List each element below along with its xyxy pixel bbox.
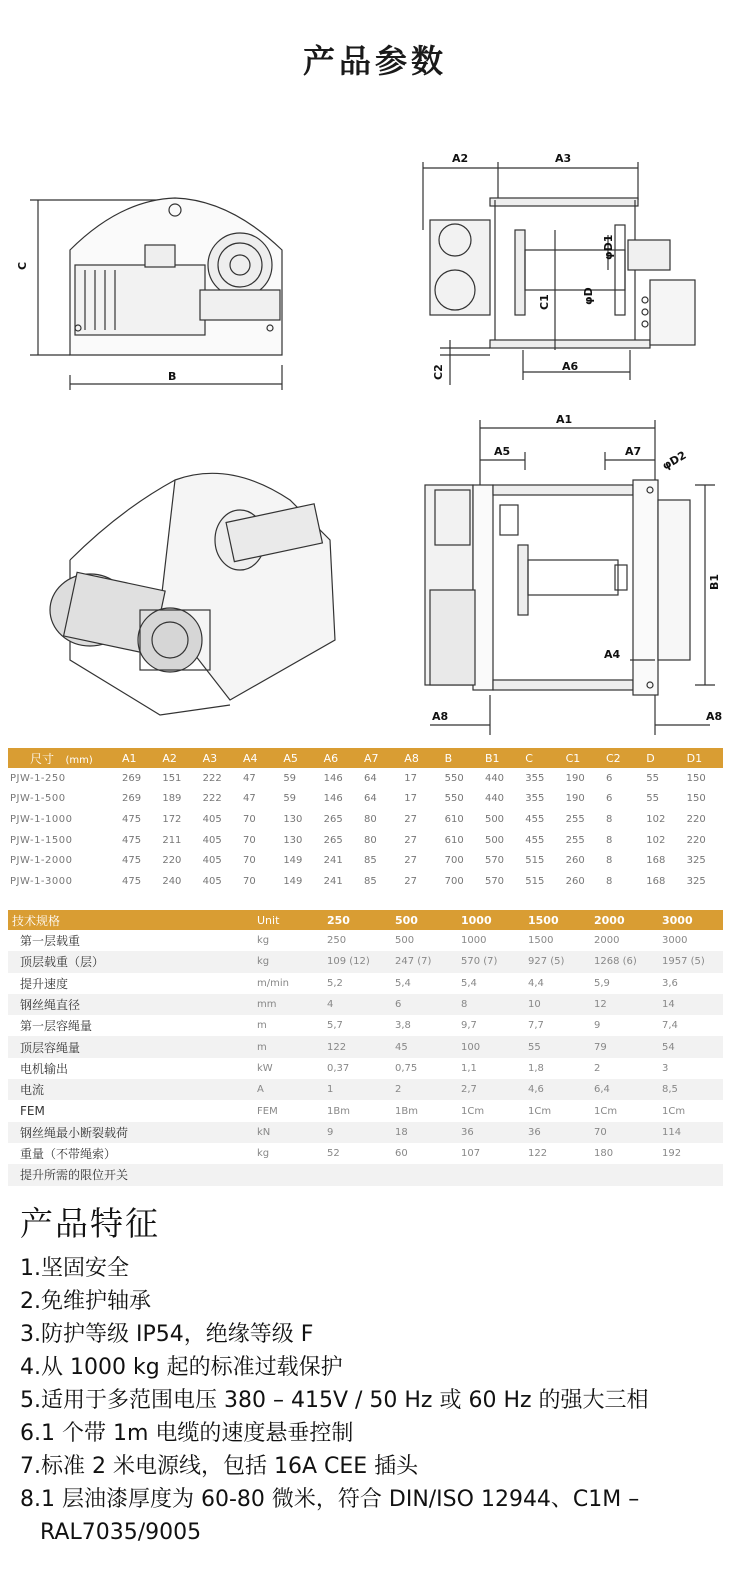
table-cell: 500 xyxy=(484,813,505,825)
table-cell xyxy=(590,1164,658,1185)
list-item: 8.1 层油漆厚度为 60-80 微米，符合 DIN/ISO 12944、C1M – xyxy=(20,1487,640,1512)
table-cell: 1268 (6) xyxy=(590,951,658,972)
table-cell: 64 xyxy=(363,793,377,805)
table-cell: 122 xyxy=(323,1036,391,1057)
label-b1: B1 xyxy=(708,573,721,590)
table-row xyxy=(8,1079,723,1100)
table-cell: 3,8 xyxy=(395,1020,411,1032)
table-cell: 269 xyxy=(122,772,142,784)
table-cell: 149 xyxy=(283,855,303,867)
table-cell: 1,8 xyxy=(528,1062,544,1074)
spec-name-cell: FEM xyxy=(20,1104,45,1119)
list-item: 3.防护等级 IP54，绝缘等级 F xyxy=(20,1322,314,1347)
table-cell: 255 xyxy=(565,834,585,846)
table-cell: 150 xyxy=(686,793,706,805)
table-cell: 4,4 xyxy=(528,977,544,989)
model-cell: PJW-1-1000 xyxy=(10,813,73,825)
spec-unit-cell: A xyxy=(253,1079,323,1100)
spec-name-cell: 钢丝绳直径 xyxy=(8,994,253,1015)
table-row xyxy=(8,1036,723,1057)
spec-header-cap: 1500 xyxy=(524,910,590,930)
table-row xyxy=(8,1122,723,1143)
label-d: φD xyxy=(582,287,595,305)
model-cell: PJW-1-250 xyxy=(10,772,66,784)
winch-drawings-svg xyxy=(0,140,750,740)
spec-header-title: 技术规格 xyxy=(8,910,253,930)
list-item: RAL7035/9005 xyxy=(40,1520,202,1545)
table-cell: 0,75 xyxy=(395,1062,418,1074)
spec-header-unit: Unit xyxy=(253,910,323,930)
table-cell: 1000 xyxy=(461,935,487,947)
table-cell: 180 xyxy=(594,1148,614,1160)
table-cell: 222 xyxy=(202,772,222,784)
label-a6: A6 xyxy=(562,360,579,373)
table-cell: 36 xyxy=(524,1122,590,1143)
table-cell: 220 xyxy=(686,813,706,825)
table-row xyxy=(8,809,723,830)
col-header: A1 xyxy=(118,748,158,768)
table-cell xyxy=(457,1164,524,1185)
table-cell: 9,7 xyxy=(461,1020,477,1032)
spec-unit-cell: kg xyxy=(257,1148,270,1160)
spec-unit-cell: m xyxy=(253,1036,323,1057)
table-cell: 5,4 xyxy=(395,977,411,989)
table-cell xyxy=(323,1164,391,1185)
table-cell: 1Bm xyxy=(395,1105,418,1117)
table-row xyxy=(8,1143,723,1164)
table-cell: 515 xyxy=(525,875,545,887)
table-cell: 1Bm xyxy=(327,1105,350,1117)
table-cell: 70 xyxy=(242,875,256,887)
list-item: 4.从 1000 kg 起的标准过载保护 xyxy=(20,1355,343,1380)
label-a3: A3 xyxy=(555,152,572,165)
col-header: B1 xyxy=(481,748,521,768)
table-cell: 114 xyxy=(658,1122,723,1143)
table-row xyxy=(8,1058,723,1079)
table-cell: 610 xyxy=(444,813,464,825)
table-cell: 122 xyxy=(528,1148,548,1160)
col-header: A6 xyxy=(320,748,360,768)
table-cell: 6,4 xyxy=(590,1079,658,1100)
table-cell: 70 xyxy=(242,855,256,867)
list-item: 6.1 个带 1m 电缆的速度悬垂控制 xyxy=(20,1421,354,1446)
spec-name-cell: 第一层载重 xyxy=(20,934,81,949)
model-cell: PJW-1-1500 xyxy=(10,834,73,846)
table-cell: 107 xyxy=(461,1148,481,1160)
table-cell: 47 xyxy=(242,793,256,805)
table-cell: 570 xyxy=(484,875,505,887)
table-cell: 80 xyxy=(363,834,377,846)
table-cell: 500 xyxy=(484,834,505,846)
table-cell: 85 xyxy=(363,875,377,887)
table-cell: 8 xyxy=(605,813,613,825)
table-cell: 475 xyxy=(122,855,142,867)
table-cell: 8 xyxy=(605,834,613,846)
table-cell: 475 xyxy=(122,875,142,887)
table-cell: 2000 xyxy=(594,935,620,947)
table-cell: 1Cm xyxy=(662,1105,686,1117)
table-cell: 211 xyxy=(162,834,182,846)
table-cell: 550 xyxy=(444,793,464,805)
col-header: C2 xyxy=(602,748,642,768)
label-a7: A7 xyxy=(625,445,642,458)
table-row xyxy=(8,951,723,972)
table-cell: 8 xyxy=(605,855,613,867)
table-row xyxy=(8,994,723,1015)
spec-header-row xyxy=(8,910,723,930)
col-header: C1 xyxy=(562,748,602,768)
table-cell xyxy=(524,1164,590,1185)
table-cell: 355 xyxy=(525,793,545,805)
spec-header-cap: 3000 xyxy=(658,910,723,930)
spec-name-cell: 提升速度 xyxy=(20,976,69,991)
label-a8-right: A8 xyxy=(706,710,723,723)
table-cell: 570 (7) xyxy=(457,951,524,972)
table-cell: 85 xyxy=(363,855,377,867)
label-a4: A4 xyxy=(604,648,621,661)
table-cell: 100 xyxy=(457,1036,524,1057)
table-cell: 927 (5) xyxy=(524,951,590,972)
table-cell xyxy=(391,1164,457,1185)
spec-header-cap: 250 xyxy=(323,910,391,930)
table-cell: 269 xyxy=(122,793,142,805)
table-row xyxy=(8,871,723,892)
table-cell: 190 xyxy=(565,793,585,805)
table-cell: 255 xyxy=(565,813,585,825)
col-header: A7 xyxy=(360,748,400,768)
list-item: 2.免维护轴承 xyxy=(20,1289,151,1314)
table-cell: 700 xyxy=(444,875,464,887)
table-cell: 60 xyxy=(395,1148,408,1160)
label-c2: C2 xyxy=(432,364,445,380)
table-cell: 355 xyxy=(525,772,545,784)
label-a8-left: A8 xyxy=(432,710,449,723)
table-cell: 17 xyxy=(404,793,418,805)
table-cell: 36 xyxy=(457,1122,524,1143)
table-cell: 18 xyxy=(391,1122,457,1143)
label-d2: φD2 xyxy=(660,448,689,473)
table-cell: 550 xyxy=(444,772,464,784)
table-cell: 1500 xyxy=(528,935,554,947)
table-cell: 55 xyxy=(646,793,659,805)
col-header: B xyxy=(441,748,481,768)
table-cell: 10 xyxy=(524,994,590,1015)
spec-name-cell: 钢丝绳最小断裂载荷 xyxy=(8,1122,253,1143)
table-cell: 55 xyxy=(646,772,659,784)
table-cell: 54 xyxy=(658,1036,723,1057)
table-cell: 4,6 xyxy=(524,1079,590,1100)
table-cell: 1Cm xyxy=(528,1105,552,1117)
table-cell: 440 xyxy=(484,793,505,805)
table-cell: 79 xyxy=(590,1036,658,1057)
table-cell: 12 xyxy=(590,994,658,1015)
table-cell: 515 xyxy=(525,855,545,867)
table-cell: 17 xyxy=(404,772,418,784)
technical-drawings xyxy=(0,140,750,740)
spec-table-container xyxy=(8,910,723,1183)
table-cell: 265 xyxy=(323,813,343,825)
spec-name-cell: 电机输出 xyxy=(20,1061,69,1076)
table-cell: 27 xyxy=(404,875,418,887)
table-cell: 240 xyxy=(162,875,182,887)
table-cell: 247 (7) xyxy=(391,951,457,972)
table-cell: 2,7 xyxy=(457,1079,524,1100)
table-cell: 172 xyxy=(162,813,182,825)
spec-unit-cell: kW xyxy=(257,1062,273,1074)
col-header: A5 xyxy=(279,748,319,768)
table-row xyxy=(8,1164,723,1185)
table-cell: 7,7 xyxy=(528,1020,544,1032)
isometric-view-drawing xyxy=(50,473,335,715)
table-cell: 189 xyxy=(162,793,182,805)
table-cell: 6 xyxy=(605,772,613,784)
table-cell: 146 xyxy=(323,793,343,805)
spec-unit-cell: kg xyxy=(253,951,323,972)
table-cell: 64 xyxy=(363,772,377,784)
table-cell: 700 xyxy=(444,855,464,867)
table-cell: 4 xyxy=(323,994,391,1015)
features-title: 产品特征 xyxy=(20,1204,160,1243)
table-cell: 5,9 xyxy=(594,977,610,989)
table-cell: 59 xyxy=(283,772,297,784)
model-cell: PJW-1-2000 xyxy=(10,855,73,867)
table-cell: 260 xyxy=(565,855,585,867)
table-cell: 475 xyxy=(122,834,142,846)
col-header: A3 xyxy=(199,748,239,768)
col-header: D xyxy=(642,748,682,768)
table-cell: 109 (12) xyxy=(323,951,391,972)
table-cell: 250 xyxy=(327,935,347,947)
label-c1: C1 xyxy=(538,294,551,310)
table-cell: 5,2 xyxy=(327,977,343,989)
table-cell: 80 xyxy=(363,813,377,825)
table-cell: 405 xyxy=(202,834,222,846)
table-cell: 168 xyxy=(646,855,666,867)
table-cell xyxy=(658,1164,723,1185)
table-cell: 1957 (5) xyxy=(658,951,723,972)
table-cell: 3000 xyxy=(662,935,688,947)
table-row xyxy=(8,789,723,810)
table-row xyxy=(8,830,723,851)
table-cell: 130 xyxy=(283,834,303,846)
spec-unit-cell: m xyxy=(257,1020,267,1032)
dimension-header-row xyxy=(8,748,723,768)
dimension-table xyxy=(8,748,723,892)
table-cell: 1 xyxy=(323,1079,391,1100)
table-cell: 222 xyxy=(202,793,222,805)
table-cell: 241 xyxy=(323,855,343,867)
table-cell: 55 xyxy=(524,1036,590,1057)
spec-table-body xyxy=(8,930,723,1186)
table-cell: 7,4 xyxy=(662,1020,678,1032)
table-cell: 192 xyxy=(662,1148,682,1160)
table-cell: 325 xyxy=(686,855,706,867)
spec-unit-cell: FEM xyxy=(257,1105,278,1117)
table-cell: 405 xyxy=(202,855,222,867)
table-cell: 570 xyxy=(484,855,505,867)
table-cell: 149 xyxy=(283,875,303,887)
table-row xyxy=(8,930,723,951)
table-cell: 1Cm xyxy=(594,1105,618,1117)
table-cell: 59 xyxy=(283,793,297,805)
spec-name-cell: 顶层载重（层） xyxy=(8,951,253,972)
table-cell: 27 xyxy=(404,855,418,867)
table-row xyxy=(8,973,723,994)
table-cell: 455 xyxy=(525,834,545,846)
features-list xyxy=(20,1252,750,1549)
table-cell: 220 xyxy=(686,834,706,846)
table-cell: 5,7 xyxy=(327,1020,343,1032)
table-cell: 405 xyxy=(202,875,222,887)
table-cell: 151 xyxy=(162,772,182,784)
spec-name-cell: 电流 xyxy=(8,1079,253,1100)
table-cell: 6 xyxy=(391,994,457,1015)
table-cell: 265 xyxy=(323,834,343,846)
table-cell: 0,37 xyxy=(327,1062,350,1074)
table-cell: 500 xyxy=(395,935,415,947)
table-cell: 1Cm xyxy=(461,1105,485,1117)
col-header: A4 xyxy=(239,748,279,768)
table-cell: 27 xyxy=(404,834,418,846)
spec-unit-cell xyxy=(253,1164,323,1185)
table-cell: 610 xyxy=(444,834,464,846)
table-cell: 9 xyxy=(594,1020,601,1032)
spec-name-cell: 提升所需的限位开关 xyxy=(8,1164,253,1185)
dimension-table-body xyxy=(8,768,723,892)
spec-header-cap: 2000 xyxy=(590,910,658,930)
table-cell: 9 xyxy=(323,1122,391,1143)
table-cell: 405 xyxy=(202,813,222,825)
table-cell: 27 xyxy=(404,813,418,825)
table-cell: 3,6 xyxy=(662,977,678,989)
spec-unit-cell: kN xyxy=(253,1122,323,1143)
table-cell: 325 xyxy=(686,875,706,887)
table-cell: 14 xyxy=(658,994,723,1015)
table-cell: 8 xyxy=(605,875,613,887)
table-cell: 70 xyxy=(242,813,256,825)
table-cell: 8,5 xyxy=(658,1079,723,1100)
table-cell: 220 xyxy=(162,855,182,867)
table-cell: 6 xyxy=(605,793,613,805)
table-row xyxy=(8,1015,723,1036)
label-d1: φD1 xyxy=(602,234,615,260)
table-cell: 146 xyxy=(323,772,343,784)
table-cell: 1,1 xyxy=(461,1062,477,1074)
spec-header-cap: 1000 xyxy=(457,910,524,930)
table-cell: 241 xyxy=(323,875,343,887)
table-cell: 440 xyxy=(484,772,505,784)
dimension-header-label: 尺寸 (mm) xyxy=(8,748,118,768)
table-cell: 2 xyxy=(391,1079,457,1100)
table-cell: 102 xyxy=(646,813,666,825)
table-cell: 260 xyxy=(565,875,585,887)
table-cell: 130 xyxy=(283,813,303,825)
page-title: 产品参数 xyxy=(302,42,447,80)
label-a5: A5 xyxy=(494,445,511,458)
list-item: 1.坚固安全 xyxy=(20,1256,129,1281)
table-cell: 52 xyxy=(327,1148,340,1160)
label-b: B xyxy=(168,370,177,383)
table-cell: 475 xyxy=(122,813,142,825)
side-view-drawing xyxy=(30,198,282,390)
spec-name-cell: 第一层容绳量 xyxy=(20,1019,93,1034)
list-item: 7.标准 2 米电源线，包括 16A CEE 插头 xyxy=(20,1454,419,1479)
col-header: C xyxy=(521,748,561,768)
list-item: 5.适用于多范围电压 380 – 415V / 50 Hz 或 60 Hz 的强大三相 xyxy=(20,1388,649,1413)
table-cell: 150 xyxy=(686,772,706,784)
table-cell: 8 xyxy=(457,994,524,1015)
table-row xyxy=(8,850,723,871)
table-cell: 190 xyxy=(565,772,585,784)
table-cell: 70 xyxy=(242,834,256,846)
table-cell: 45 xyxy=(391,1036,457,1057)
label-c: C xyxy=(16,261,29,270)
table-row xyxy=(8,1100,723,1121)
table-cell: 5,4 xyxy=(461,977,477,989)
spec-name-cell: 重量（不带绳索） xyxy=(20,1147,117,1162)
spec-unit-cell: m/min xyxy=(257,977,289,989)
label-a2: A2 xyxy=(452,152,469,165)
table-cell: 3 xyxy=(662,1062,669,1074)
spec-unit-cell: mm xyxy=(253,994,323,1015)
spec-name-cell: 顶层容绳量 xyxy=(8,1036,253,1057)
front-view-drawing xyxy=(423,162,695,385)
spec-unit-cell: kg xyxy=(257,935,270,947)
spec-table xyxy=(8,910,723,1186)
model-cell: PJW-1-3000 xyxy=(10,875,73,887)
spec-header-cap: 500 xyxy=(391,910,457,930)
label-a1: A1 xyxy=(556,413,573,426)
model-cell: PJW-1-500 xyxy=(10,793,66,805)
col-header: D1 xyxy=(683,748,723,768)
table-cell: 102 xyxy=(646,834,666,846)
table-cell: 455 xyxy=(525,813,545,825)
table-cell: 70 xyxy=(590,1122,658,1143)
table-row xyxy=(8,768,723,789)
col-header: A2 xyxy=(158,748,198,768)
col-header: A8 xyxy=(400,748,440,768)
table-cell: 2 xyxy=(594,1062,601,1074)
table-cell: 47 xyxy=(242,772,256,784)
table-cell: 168 xyxy=(646,875,666,887)
